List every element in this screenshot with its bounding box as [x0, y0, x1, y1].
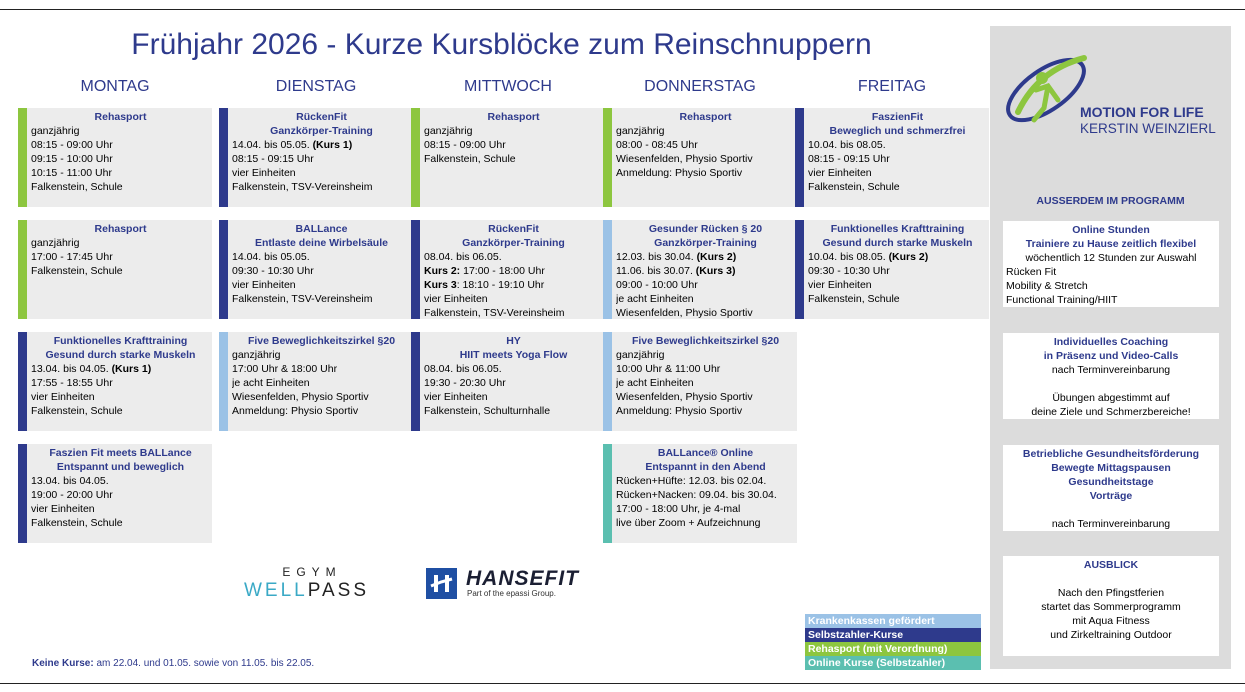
course-detail-text: Wiesenfelden, Physio Sportiv — [616, 391, 753, 403]
brand-name: MOTION FOR LIFE — [1080, 104, 1204, 120]
course-detail — [808, 166, 987, 180]
sidebar-box-text: Übungen abgestimmt auf — [1052, 392, 1170, 404]
course-detail-text: 08.04. bis 06.05. — [424, 363, 502, 375]
category-color-bar — [18, 108, 27, 207]
course-card-rehasport — [411, 108, 605, 207]
course-detail-text: 08:15 - 09:15 Uhr — [232, 153, 314, 165]
sidebar-box-text: wöchentlich 12 Stunden zur Auswahl — [1025, 252, 1197, 264]
sidebar-box-text: Rücken Fit — [1006, 266, 1057, 278]
course-card-ru-ckenfit — [411, 220, 605, 319]
course-card-ballance-online — [603, 444, 797, 543]
course-detail-text: ganzjährig — [424, 125, 473, 137]
course-title: FaszienFit — [871, 111, 924, 123]
course-title: RückenFit — [488, 223, 539, 235]
course-detail — [31, 166, 210, 180]
course-detail-text: 17:00 Uhr & 18:00 Uhr — [232, 363, 338, 375]
course-detail — [31, 250, 210, 264]
category-color-bar — [18, 332, 27, 431]
course-title: BALLance® Online — [657, 447, 754, 459]
course-title: Ganzkörper-Training — [462, 237, 565, 249]
course-detail-text: 10:00 Uhr & 11:00 Uhr — [616, 363, 721, 375]
course-detail — [808, 278, 987, 292]
course-detail-text: 17:55 - 18:55 Uhr — [31, 377, 113, 389]
course-detail — [616, 306, 795, 319]
course-detail — [232, 348, 411, 362]
course-card-five-beweglichkeitszirkel-20 — [603, 332, 797, 431]
course-detail-text: ganzjährig — [31, 237, 80, 249]
course-detail-text: vier Einheiten — [232, 167, 296, 179]
course-detail — [31, 376, 210, 390]
course-detail-text: Falkenstein, Schule — [31, 517, 123, 529]
course-detail — [424, 264, 603, 278]
top-rule — [0, 9, 1245, 10]
category-color-bar — [219, 108, 228, 207]
course-detail — [31, 180, 210, 194]
course-detail-text: ganzjährig — [232, 349, 281, 361]
course-title: BALLance — [295, 223, 348, 235]
course-detail — [424, 152, 603, 166]
hansefit-name: HANSEFIT — [466, 567, 579, 590]
sidebar-box-title: Vorträge — [1089, 490, 1133, 502]
course-title: RückenFit — [296, 111, 347, 123]
course-detail-text: 19:00 - 20:00 Uhr — [31, 489, 113, 501]
course-detail-text: vier Einheiten — [424, 391, 488, 403]
course-detail-text: vier Einheiten — [808, 279, 872, 291]
course-detail-text: ganzjährig — [616, 125, 665, 137]
course-detail-text: 14.04. bis 05.05. — [232, 251, 310, 263]
course-detail-text: Falkenstein, TSV-Vereinsheim — [424, 307, 565, 319]
course-detail-text: Anmeldung: Physio Sportiv — [616, 167, 743, 179]
course-detail — [31, 152, 210, 166]
course-detail — [31, 390, 210, 404]
category-color-bar — [411, 220, 420, 319]
course-card-funktionelles-krafttraining — [795, 220, 989, 319]
course-detail-text: 09:15 - 10:00 Uhr — [31, 153, 113, 165]
course-detail-bold: (Kurs 1) — [312, 139, 353, 151]
course-detail-bold: (Kurs 2) — [696, 251, 737, 263]
course-title: Ganzkörper-Training — [270, 125, 373, 137]
course-card-funktionelles-krafttraining — [18, 332, 212, 431]
course-detail-text: Falkenstein, Schulturnhalle — [424, 405, 551, 417]
course-card-gesunder-ru-cken-20 — [603, 220, 797, 319]
course-title: Ganzkörper-Training — [654, 237, 757, 249]
course-card-ballance — [219, 220, 413, 319]
course-card-faszienfit — [795, 108, 989, 207]
course-detail-text: Wiesenfelden, Physio Sportiv — [616, 153, 753, 165]
course-detail — [31, 488, 210, 502]
course-detail — [616, 404, 795, 418]
category-color-bar — [411, 108, 420, 207]
course-detail-bold: (Kurs 2) — [888, 251, 929, 263]
sidebar-box-title: Individuelles Coaching — [1053, 336, 1169, 348]
day-header-donnerstag: DONNERSTAG — [644, 78, 756, 95]
course-detail — [424, 390, 603, 404]
course-card-five-beweglichkeitszirkel-20 — [219, 332, 413, 431]
wellpass-pass: PASS — [307, 580, 370, 601]
course-detail-bold: (Kurs 3) — [695, 265, 736, 277]
course-detail-text: 08:15 - 09:00 Uhr — [31, 139, 113, 151]
course-title: Gesunder Rücken § 20 — [648, 223, 763, 235]
course-detail — [31, 264, 210, 278]
course-detail-text: 17:00 - 17:45 Uhr — [31, 251, 113, 263]
course-detail-text: 08.04. bis 06.05. — [424, 251, 502, 263]
course-detail — [232, 292, 411, 306]
category-color-bar — [603, 220, 612, 319]
course-detail-text: vier Einheiten — [424, 293, 488, 305]
course-detail-text: vier Einheiten — [232, 279, 296, 291]
brand-owner: KERSTIN WEINZIERL — [1080, 121, 1216, 136]
course-detail — [31, 138, 210, 152]
course-detail — [232, 404, 411, 418]
egym-wordmark: EGYM — [282, 565, 342, 579]
sidebar-heading: AUSSERDEM IM PROGRAMM — [1036, 195, 1185, 207]
course-detail — [424, 306, 603, 319]
course-detail — [31, 516, 210, 530]
footnote-label: Keine Kurse: — [32, 658, 94, 669]
course-detail — [424, 292, 603, 306]
course-title: Rehasport — [487, 111, 540, 123]
course-detail-text: Rücken+Nacken: 09.04. bis 30.04. — [616, 489, 777, 501]
day-header-freitag: FREITAG — [857, 78, 927, 95]
course-detail-text: Falkenstein, Schule — [808, 293, 900, 305]
footnote — [32, 658, 314, 669]
course-title: Gesund durch starke Muskeln — [822, 237, 973, 249]
course-title: Beweglich und schmerzfrei — [829, 125, 966, 137]
sidebar-box-spacer — [1006, 572, 1216, 586]
course-detail-text: live über Zoom + Aufzeichnung — [616, 517, 761, 529]
course-detail — [31, 474, 210, 488]
course-detail-bold: Kurs 2: — [424, 265, 461, 277]
course-detail — [424, 278, 603, 292]
sidebar-box — [1003, 445, 1219, 531]
day-header-mittwoch: MITTWOCH — [464, 78, 552, 95]
course-title: Faszien Fit meets BALLance — [49, 447, 192, 459]
sidebar-box — [1003, 221, 1219, 307]
course-title: HIIT meets Yoga Flow — [459, 349, 568, 361]
category-color-bar — [795, 108, 804, 207]
course-detail — [616, 488, 795, 502]
day-header-dienstag: DIENSTAG — [275, 78, 357, 95]
course-detail-text: Wiesenfelden, Physio Sportiv — [616, 307, 753, 319]
course-detail — [616, 516, 795, 530]
course-detail-text: 09:00 - 10:00 Uhr — [616, 279, 698, 291]
course-detail — [616, 250, 795, 264]
sidebar-box-title: in Präsenz und Video-Calls — [1043, 350, 1179, 362]
sidebar-box-text: Functional Training/HIIT — [1006, 294, 1118, 306]
course-detail — [616, 166, 795, 180]
course-detail-text: 17:00 - 18:00 Uhr, je 4-mal — [616, 503, 741, 515]
course-title: Entspannt in den Abend — [645, 461, 766, 473]
course-card-rehasport — [18, 108, 212, 207]
course-detail-text: vier Einheiten — [31, 391, 95, 403]
page-title: Frühjahr 2026 - Kurze Kursblöcke zum Reinschnuppern — [131, 28, 872, 61]
course-detail-text: : 18:10 - 19:10 Uhr — [456, 279, 545, 291]
course-detail-text: 09:30 - 10:30 Uhr — [232, 265, 314, 277]
hansefit-logo-icon — [426, 568, 457, 599]
bottom-rule — [0, 683, 1245, 684]
course-title: Entspannt und beweglich — [56, 461, 185, 473]
category-color-bar — [18, 444, 27, 543]
course-detail-text: 09:30 - 10:30 Uhr — [808, 265, 890, 277]
course-detail — [808, 138, 987, 152]
sidebar-box-text: startet das Sommerprogramm — [1041, 601, 1181, 613]
course-detail-text: 08:15 - 09:00 Uhr — [424, 139, 506, 151]
course-detail-text: ganzjährig — [31, 125, 80, 137]
course-detail — [31, 362, 210, 376]
course-detail-text: Falkenstein, Schule — [31, 265, 123, 277]
course-detail — [616, 278, 795, 292]
course-detail-bold: Kurs 3 — [424, 279, 457, 291]
course-detail-text: Falkenstein, Schule — [808, 181, 900, 193]
sidebar-box — [1003, 556, 1219, 656]
sidebar-box-spacer — [1006, 377, 1216, 391]
sidebar-box-title: Gesundheitstage — [1068, 476, 1154, 488]
course-detail-text: vier Einheiten — [31, 503, 95, 515]
course-detail — [424, 124, 603, 138]
course-detail-text: Anmeldung: Physio Sportiv — [232, 405, 359, 417]
category-color-bar — [219, 332, 228, 431]
legend-item: Selbstzahler-Kurse — [805, 628, 981, 642]
course-detail-text: je acht Einheiten — [232, 377, 310, 389]
sidebar-box-text: mit Aqua Fitness — [1072, 615, 1150, 627]
course-detail — [232, 138, 411, 152]
sidebar-box — [1003, 333, 1219, 419]
course-detail — [424, 138, 603, 152]
course-card-rehasport — [603, 108, 797, 207]
course-detail-text: Rücken+Hüfte: 12.03. bis 02.04. — [616, 475, 767, 487]
category-color-bar — [795, 220, 804, 319]
course-detail-text: 08:15 - 09:15 Uhr — [808, 153, 890, 165]
course-detail-bold: (Kurs 1) — [111, 363, 152, 375]
legend-item: Online Kurse (Selbstzahler) — [805, 656, 981, 670]
course-detail — [232, 390, 411, 404]
course-detail — [808, 180, 987, 194]
sidebar-box-title: Trainiere zu Hause zeitlich flexibel — [1025, 238, 1197, 250]
course-detail-text: 19:30 - 20:30 Uhr — [424, 377, 506, 389]
legend-item: Rehasport (mit Verordnung) — [805, 642, 981, 656]
day-header-montag: MONTAG — [80, 78, 150, 95]
course-detail — [232, 250, 411, 264]
sidebar-box-title: Bewegte Mittagspausen — [1051, 462, 1171, 474]
course-detail — [616, 292, 795, 306]
course-detail — [31, 124, 210, 138]
wellpass-logo — [244, 580, 384, 602]
course-detail — [616, 124, 795, 138]
course-detail — [616, 264, 795, 278]
course-detail — [808, 152, 987, 166]
category-color-bar — [219, 220, 228, 319]
course-detail — [616, 390, 795, 404]
course-detail — [616, 474, 795, 488]
course-detail-text: 08:00 - 08:45 Uhr — [616, 139, 698, 151]
category-color-bar — [411, 332, 420, 431]
course-detail — [424, 404, 603, 418]
course-detail — [808, 292, 987, 306]
course-title: Rehasport — [94, 111, 147, 123]
course-detail — [232, 180, 411, 194]
course-title: Funktionelles Krafttraining — [830, 223, 965, 235]
course-detail — [232, 278, 411, 292]
course-detail — [232, 166, 411, 180]
course-detail — [424, 250, 603, 264]
hansefit-subtitle: Part of the epassi Group. — [467, 589, 556, 598]
course-detail-text: 14.04. bis 05.05. — [232, 139, 313, 151]
course-card-ru-ckenfit — [219, 108, 413, 207]
legend-item: Krankenkassen gefördert — [805, 614, 981, 628]
course-detail — [616, 376, 795, 390]
course-detail — [31, 404, 210, 418]
course-detail — [616, 138, 795, 152]
sidebar-box-text: Mobility & Stretch — [1006, 280, 1088, 292]
course-card-hy — [411, 332, 605, 431]
course-detail-text: Wiesenfelden, Physio Sportiv — [232, 391, 369, 403]
course-title: HY — [506, 335, 521, 347]
course-title: Rehasport — [94, 223, 147, 235]
course-card-rehasport — [18, 220, 212, 319]
sidebar-box-title: Betriebliche Gesundheitsförderung — [1022, 448, 1200, 460]
sidebar-box-text: deine Ziele und Schmerzbereiche! — [1031, 406, 1191, 418]
course-detail — [31, 236, 210, 250]
category-color-bar — [603, 332, 612, 431]
course-detail — [616, 362, 795, 376]
course-detail-text: 13.04. bis 04.05. — [31, 363, 112, 375]
course-detail — [232, 264, 411, 278]
course-detail-text: vier Einheiten — [808, 167, 872, 179]
category-color-bar — [603, 108, 612, 207]
course-detail — [232, 376, 411, 390]
course-detail-text: Anmeldung: Physio Sportiv — [616, 405, 743, 417]
course-detail-text: 17:00 - 18:00 Uhr — [460, 265, 545, 277]
sidebar-box-spacer — [1006, 503, 1216, 517]
course-detail — [232, 152, 411, 166]
course-detail-text: Falkenstein, TSV-Vereinsheim — [232, 181, 373, 193]
course-detail — [808, 250, 987, 264]
course-detail-text: Falkenstein, Schule — [31, 405, 123, 417]
course-detail-text: Falkenstein, Schule — [424, 153, 516, 165]
course-detail-text: 11.06. bis 30.07. — [616, 265, 696, 277]
sidebar-box-title: Online Stunden — [1072, 224, 1150, 236]
wellpass-well: WELL — [244, 580, 308, 601]
course-card-faszien-fit-meets-ballance — [18, 444, 212, 543]
sidebar-box-title: AUSBLICK — [1083, 559, 1139, 571]
sidebar-box-text: Nach den Pfingstferien — [1057, 587, 1165, 599]
course-detail-text: Falkenstein, TSV-Vereinsheim — [232, 293, 373, 305]
course-detail-text: 10.04. bis 08.05. — [808, 139, 886, 151]
course-detail-text: ganzjährig — [616, 349, 665, 361]
course-detail — [424, 376, 603, 390]
course-detail — [808, 264, 987, 278]
course-detail — [616, 348, 795, 362]
category-color-bar — [18, 220, 27, 319]
sidebar-box-text: nach Terminvereinbarung — [1051, 518, 1171, 530]
sidebar-box-text: nach Terminvereinbarung — [1051, 364, 1171, 376]
course-detail — [424, 362, 603, 376]
course-detail — [232, 362, 411, 376]
footnote-text: am 22.04. und 01.05. sowie von 11.05. bis 22.05. — [93, 658, 315, 669]
course-detail-text: 13.04. bis 04.05. — [31, 475, 109, 487]
course-detail-text: 10:15 - 11:00 Uhr — [31, 167, 112, 179]
course-detail-text: je acht Einheiten — [616, 293, 694, 305]
course-title: Five Beweglichkeitszirkel §20 — [631, 335, 780, 347]
course-detail — [31, 502, 210, 516]
course-detail-text: je acht Einheiten — [616, 377, 694, 389]
course-detail-text: 10.04. bis 08.05. — [808, 251, 889, 263]
course-title: Five Beweglichkeitszirkel §20 — [247, 335, 396, 347]
course-title: Entlaste deine Wirbelsäule — [255, 237, 388, 249]
category-color-bar — [603, 444, 612, 543]
sidebar-box-text: und Zirkeltraining Outdoor — [1050, 629, 1172, 641]
course-detail-text: 12.03. bis 30.04. — [616, 251, 697, 263]
course-detail-text: Falkenstein, Schule — [31, 181, 123, 193]
course-title: Rehasport — [679, 111, 732, 123]
course-title: Funktionelles Krafttraining — [53, 335, 188, 347]
course-title: Gesund durch starke Muskeln — [45, 349, 196, 361]
course-detail — [616, 502, 795, 516]
course-detail — [616, 152, 795, 166]
